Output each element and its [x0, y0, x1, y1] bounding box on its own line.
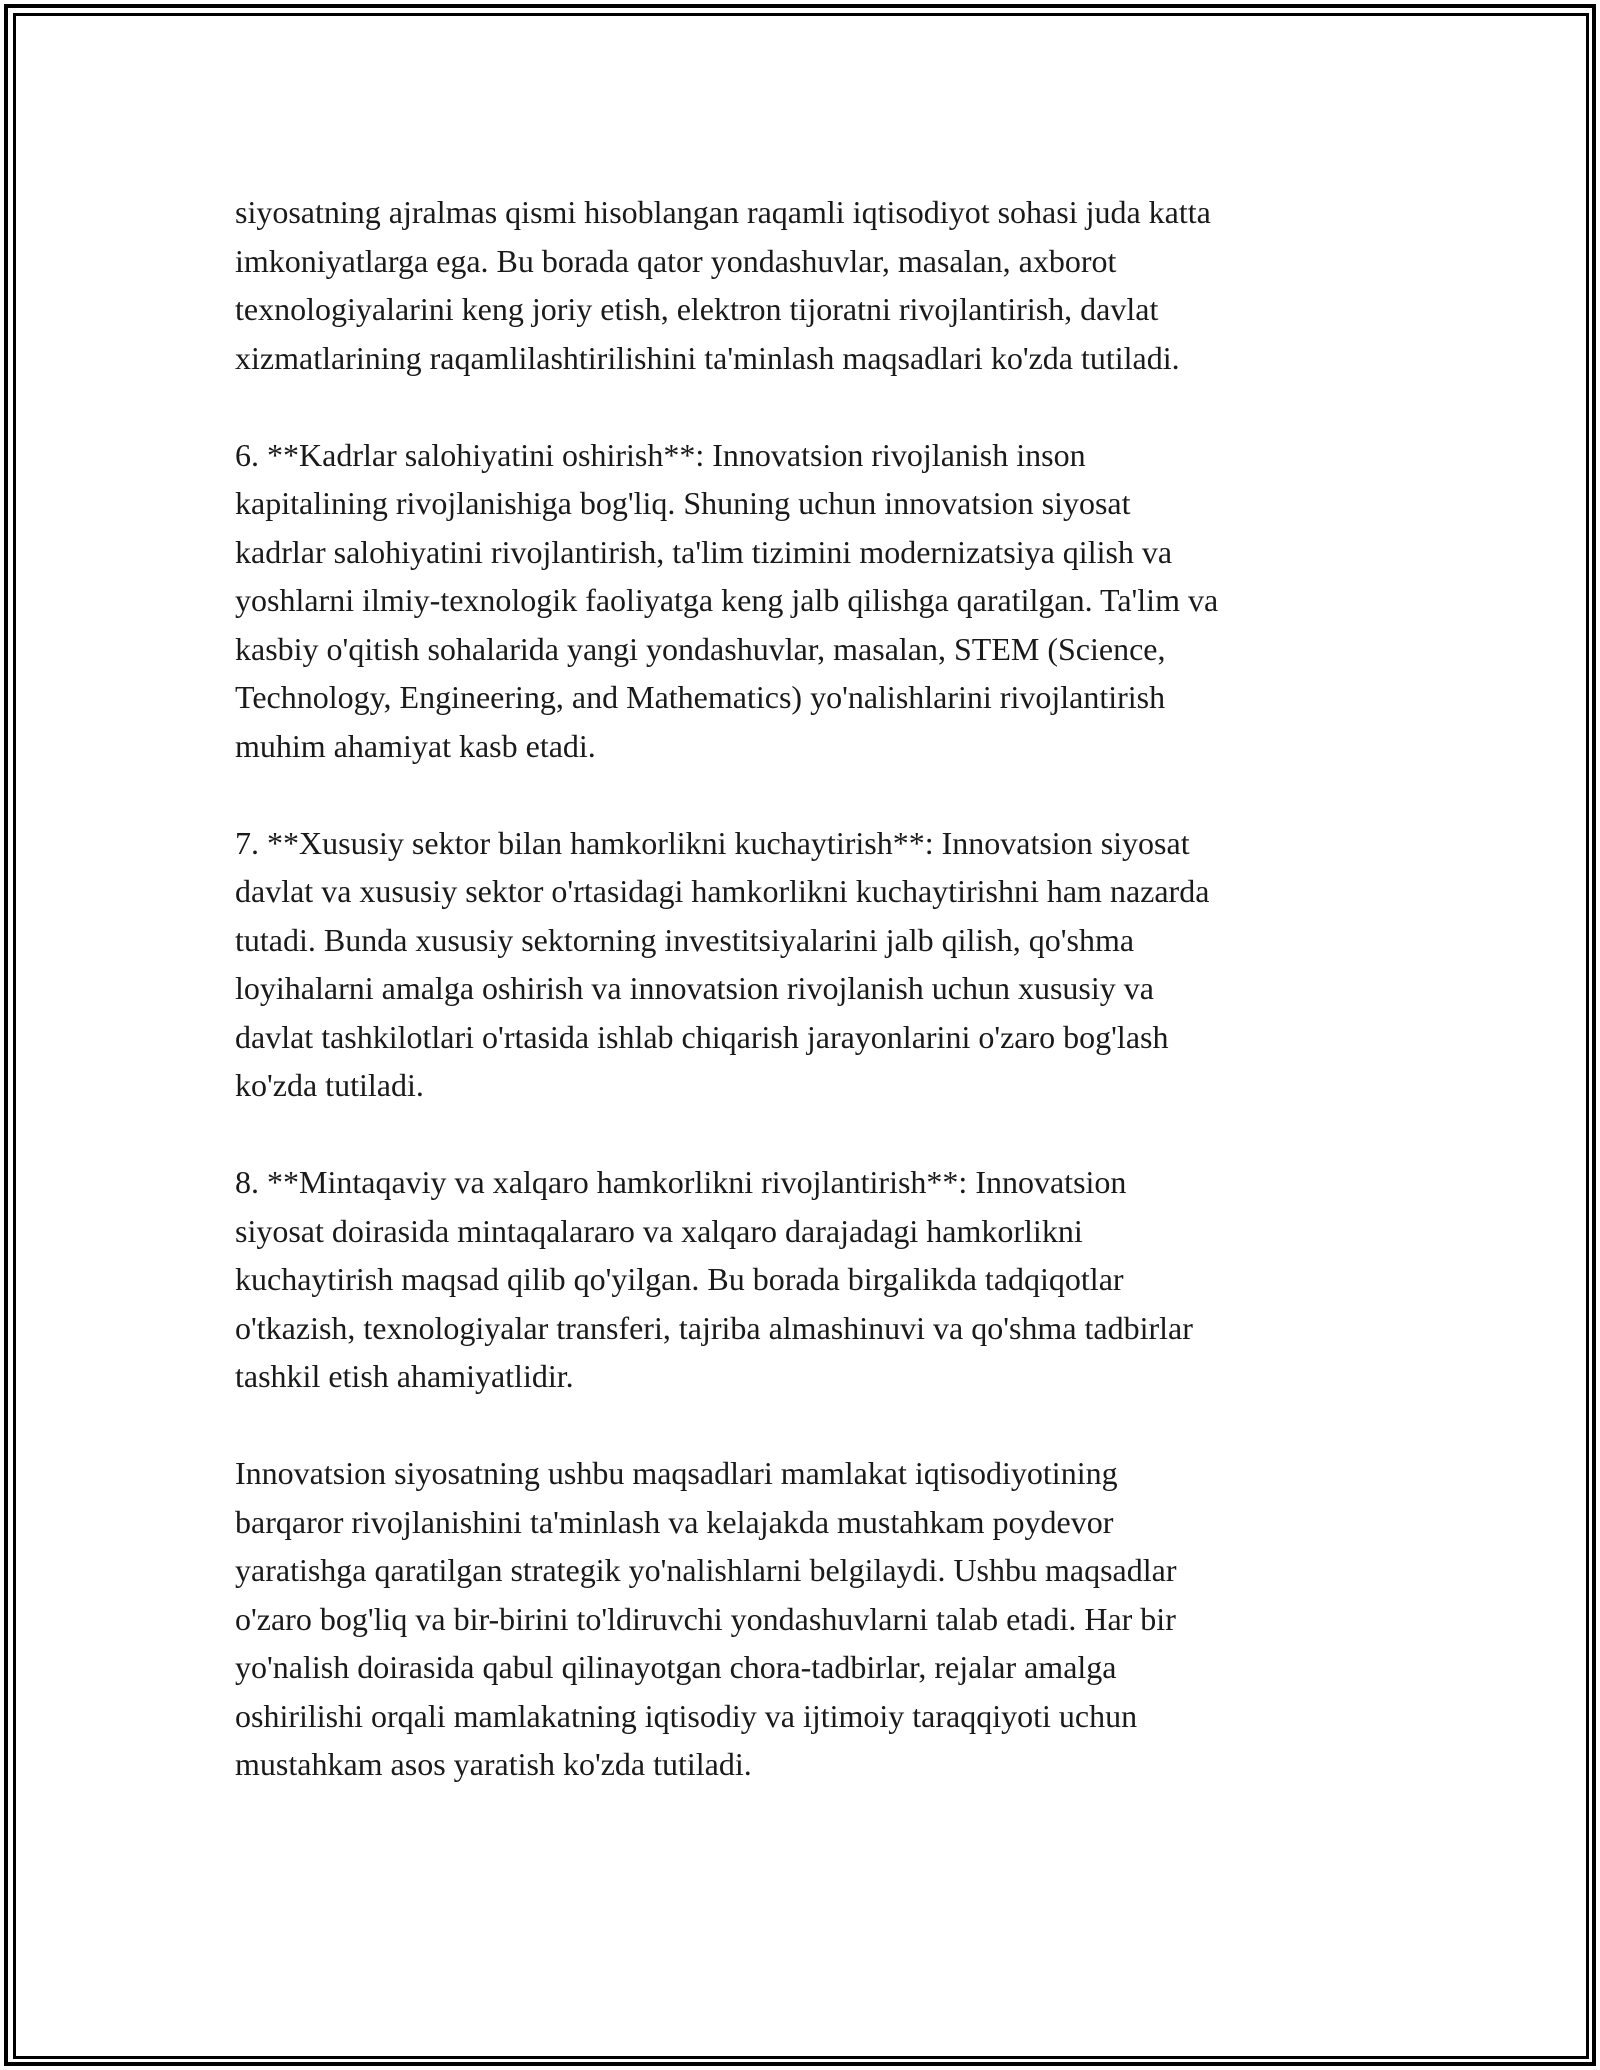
- paragraph-item-8: [235, 1158, 1385, 1401]
- text-line: davlat tashkilotlari o'rtasida ishlab chiqarish jarayonlarini o'zaro bog'lash: [235, 1018, 1169, 1055]
- text-line: Innovatsion siyosatning ushbu maqsadlari mamlakat iqtisodiyotining: [235, 1455, 1118, 1491]
- paragraph-conclusion: [235, 1449, 1385, 1789]
- text-line: 6. **Kadrlar salohiyatini oshirish**: Innovatsion rivojlanish inson: [235, 436, 1086, 473]
- text-line: siyosat doirasida mintaqalararo va xalqaro darajadagi hamkorlikni: [235, 1212, 1083, 1249]
- text-line: yo'nalish doirasida qabul qilinayotgan chora-tadbirlar, rejalar amalga: [235, 1649, 1117, 1685]
- text-line: kuchaytirish maqsad qilib qo'yilgan. Bu borada birgalikda tadqiqotlar: [235, 1261, 1124, 1297]
- document-body: [235, 188, 1385, 1837]
- text-line: 8. **Mintaqaviy va xalqaro hamkorlikni rivojlantirish**: Innovatsion: [235, 1164, 1127, 1200]
- text-line: texnologiyalarini keng joriy etish, elektron tijoratni rivojlantirish, davlat: [235, 291, 1159, 327]
- text-line: mustahkam asos yaratish ko'zda tutiladi.: [235, 1746, 752, 1782]
- text-line: tashkil etish ahamiyatlidir.: [235, 1358, 574, 1394]
- text-line: yaratishga qaratilgan strategik yo'nalishlarni belgilaydi. Ushbu maqsadlar: [235, 1552, 1177, 1588]
- text-line: oshirilishi orqali mamlakatning iqtisodiy va ijtimoiy taraqqiyoti uchun: [235, 1697, 1138, 1734]
- text-line: o'tkazish, texnologiyalar transferi, tajriba almashinuvi va qo'shma tadbirlar: [235, 1309, 1193, 1346]
- text-line: ko'zda tutiladi.: [235, 1067, 424, 1103]
- text-line: barqaror rivojlanishini ta'minlash va kelajakda mustahkam poydevor: [235, 1503, 1114, 1540]
- text-line: yoshlarni ilmiy-texnologik faoliyatga keng jalb qilishga qaratilgan. Ta'lim va: [235, 582, 1219, 618]
- text-line: kapitalining rivojlanishiga bog'liq. Shuning uchun innovatsion siyosat: [235, 485, 1131, 521]
- text-line: o'zaro bog'liq va bir-birini to'ldiruvchi yondashuvlarni talab etadi. Har bir: [235, 1600, 1176, 1637]
- text-line: muhim ahamiyat kasb etadi.: [235, 727, 596, 764]
- text-line: loyihalarni amalga oshirish va innovatsion rivojlanish uchun xususiy va: [235, 970, 1154, 1006]
- text-line: imkoniyatlarga ega. Bu borada qator yondashuvlar, masalan, axborot: [235, 242, 1117, 279]
- text-line: siyosatning ajralmas qismi hisoblangan raqamli iqtisodiyot sohasi juda katta: [235, 194, 1211, 230]
- paragraph-intro-continuation: [235, 188, 1385, 382]
- text-line: 7. **Xususiy sektor bilan hamkorlikni kuchaytirish**: Innovatsion siyosat: [235, 824, 1190, 861]
- paragraph-item-7: [235, 819, 1385, 1110]
- paragraph-item-6: [235, 431, 1385, 771]
- text-line: Technology, Engineering, and Mathematics) yo'nalishlarini rivojlantirish: [235, 679, 1166, 715]
- text-line: tutadi. Bunda xususiy sektorning investitsiyalarini jalb qilish, qo'shma: [235, 921, 1135, 958]
- text-line: kadrlar salohiyatini rivojlantirish, ta'lim tizimini modernizatsiya qilish va: [235, 533, 1173, 570]
- text-line: davlat va xususiy sektor o'rtasidagi hamkorlikni kuchaytirishni ham nazarda: [235, 873, 1210, 909]
- text-line: xizmatlarining raqamlilashtirilishini ta'minlash maqsadlari ko'zda tutiladi.: [235, 339, 1180, 376]
- text-line: kasbiy o'qitish sohalarida yangi yondashuvlar, masalan, STEM (Science,: [235, 630, 1166, 667]
